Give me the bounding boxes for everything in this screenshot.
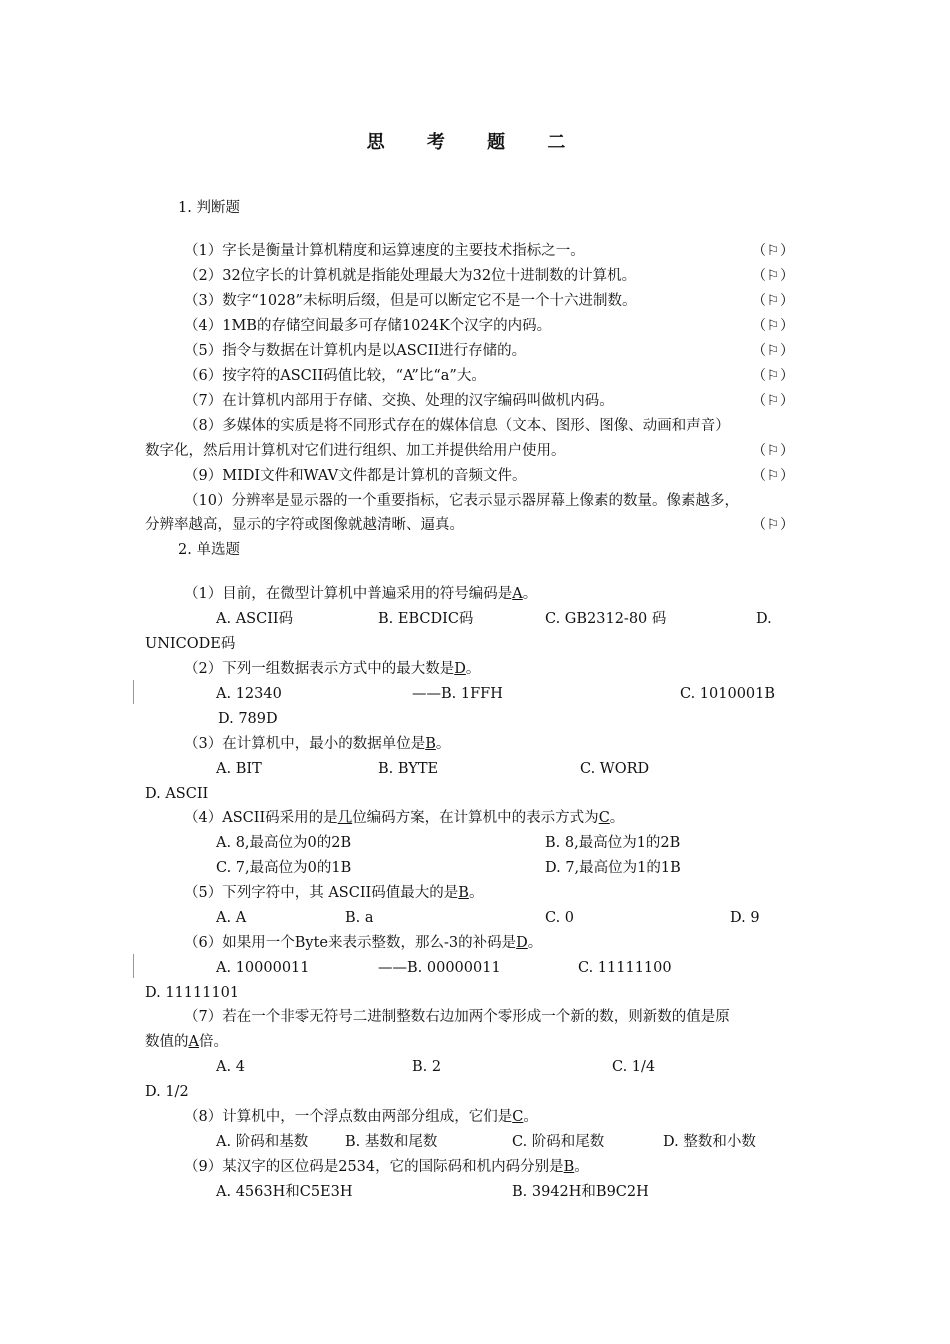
q6-option-a: A. 10000011 [216, 960, 310, 976]
answer-blank: D [454, 661, 466, 677]
q1-option-c: C. GB2312-80 码 [545, 611, 667, 627]
question-1: （1）目前，在微型计算机中普遍采用的符号编码是A。 [184, 586, 538, 602]
tf-answer-1: （⚐） [752, 243, 794, 259]
q3-option-a: A. BIT [216, 761, 262, 777]
tf-answer-6: （⚐） [752, 368, 794, 384]
answer-blank: C [598, 810, 610, 826]
question-3: （3）在计算机中，最小的数据单位是B。 [184, 736, 451, 752]
flag-icon: ⚐ [766, 318, 780, 334]
q9-option-a: A. 4563H和C5E3H [216, 1184, 353, 1200]
flag-icon: ⚐ [766, 468, 780, 484]
tf-item-2: （2）32位字长的计算机就是指能处理最大为32位十进制数的计算机。 [184, 268, 637, 284]
question-6: （6）如果用一个Byte来表示整数，那么-3的补码是D。 [184, 935, 543, 951]
tf-item-1: （1）字长是衡量计算机精度和运算速度的主要技术指标之一。 [184, 243, 585, 259]
q9-option-b: B. 3942H和B9C2H [512, 1184, 649, 1200]
q8-option-a: A. 阶码和基数 [216, 1134, 309, 1150]
question-2: （2）下列一组数据表示方式中的最大数是D。 [184, 661, 481, 677]
tf-item-6: （6）按字符的ASCII码值比较，“A”比“a”大。 [184, 368, 486, 384]
flag-icon: ⚐ [766, 268, 780, 284]
q1-option-d-text: UNICODE码 [145, 636, 236, 652]
document-title: 思 考 题 二 [366, 132, 584, 153]
margin-mark [133, 680, 134, 704]
question-4: （4）ASCII码采用的是几位编码方案，在计算机中的表示方式为C。 [184, 810, 625, 826]
answer-blank: B [458, 885, 469, 901]
flag-icon: ⚐ [766, 293, 780, 309]
tf-answer-10: （⚐） [752, 517, 794, 533]
tf-answer-7: （⚐） [752, 393, 794, 409]
q8-option-c: C. 阶码和尾数 [512, 1134, 605, 1150]
flag-icon: ⚐ [766, 368, 780, 384]
answer-blank: B [425, 736, 436, 752]
tf-item-5: （5）指令与数据在计算机内是以ASCII进行存储的。 [184, 343, 527, 359]
tf-answer-5: （⚐） [752, 343, 794, 359]
q4-option-a: A. 8,最高位为0的2B [216, 835, 352, 851]
q7-option-a: A. 4 [216, 1059, 245, 1075]
tf-item-10-cont: 分辨率越高，显示的字符或图像就越清晰、逼真。 [145, 517, 464, 533]
q7-option-d: D. 1/2 [145, 1084, 189, 1100]
q4-option-d: D. 7,最高位为1的1B [545, 860, 681, 876]
q4-option-b: B. 8,最高位为1的2B [545, 835, 681, 851]
section-heading-true-false: 1. 判断题 [178, 200, 240, 216]
flag-icon: ⚐ [766, 443, 780, 459]
answer-blank: D [516, 935, 528, 951]
flag-icon: ⚐ [766, 343, 780, 359]
answer-blank: A [512, 586, 523, 602]
tf-item-4: （4）1MB的存储空间最多可存储1024K个汉字的内码。 [184, 318, 552, 334]
flag-icon: ⚐ [766, 393, 780, 409]
tf-item-7: （7）在计算机内部用于存储、交换、处理的汉字编码叫做机内码。 [184, 393, 614, 409]
tf-answer-3: （⚐） [752, 293, 794, 309]
q3-option-b: B. BYTE [378, 761, 439, 777]
q5-option-d: D. 9 [730, 910, 760, 926]
q6-option-c: C. 11111100 [578, 960, 672, 976]
question-8: （8）计算机中，一个浮点数由两部分组成，它们是C。 [184, 1109, 538, 1125]
q3-option-c: C. WORD [580, 761, 650, 777]
tf-item-10: （10）分辨率是显示器的一个重要指标，它表示显示器屏幕上像素的数量。像素越多， [184, 493, 739, 509]
answer-blank: A [188, 1034, 199, 1050]
q8-option-d: D. 整数和小数 [663, 1134, 756, 1150]
section-heading-single-choice: 2. 单选题 [178, 542, 240, 558]
tf-answer-2: （⚐） [752, 268, 794, 284]
q2-option-a: A. 12340 [216, 686, 282, 702]
q6-option-d: D. 11111101 [145, 985, 240, 1001]
tf-item-9: （9）MIDI文件和WAV文件都是计算机的音频文件。 [184, 468, 527, 484]
tf-item-3: （3）数字“1028”未标明后缀，但是可以断定它不是一个十六进制数。 [184, 293, 637, 309]
q2-option-d: D. 789D [218, 711, 278, 727]
q7-option-c: C. 1/4 [612, 1059, 656, 1075]
tf-item-8: （8）多媒体的实质是将不同形式存在的媒体信息（文本、图形、图像、动画和声音） [184, 418, 730, 434]
tf-answer-9: （⚐） [752, 468, 794, 484]
question-7: （7）若在一个非零无符号二进制整数右边加两个零形成一个新的数，则新数的值是原 [184, 1009, 730, 1025]
q2-option-b: ——B. 1FFH [412, 686, 503, 702]
question-9: （9）某汉字的区位码是2534，它的国际码和机内码分别是B。 [184, 1159, 589, 1175]
answer-blank: B [563, 1159, 575, 1175]
flag-icon: ⚐ [766, 517, 780, 533]
q2-option-c: C. 1010001B [680, 686, 776, 702]
flag-icon: ⚐ [766, 243, 780, 259]
q1-option-a: A. ASCII码 [216, 611, 294, 627]
q6-option-b: ——B. 00000011 [378, 960, 501, 976]
q8-option-b: B. 基数和尾数 [345, 1134, 438, 1150]
question-7-cont: 数值的A倍。 [145, 1034, 228, 1050]
q5-option-a: A. A [216, 910, 247, 926]
tf-answer-4: （⚐） [752, 318, 794, 334]
q1-option-b: B. EBCDIC码 [378, 611, 474, 627]
margin-mark [133, 954, 134, 978]
q1-option-d: D. [756, 611, 772, 627]
tf-answer-8: （⚐） [752, 443, 794, 459]
q5-option-b: B. a [345, 910, 374, 926]
question-5: （5）下列字符中，其 ASCII码值最大的是B。 [184, 885, 484, 901]
q3-option-d: D. ASCII [145, 786, 209, 802]
q5-option-c: C. 0 [545, 910, 575, 926]
tf-item-8-cont: 数字化，然后用计算机对它们进行组织、加工并提供给用户使用。 [145, 443, 566, 459]
q4-option-c: C. 7,最高位为0的1B [216, 860, 352, 876]
q7-option-b: B. 2 [412, 1059, 442, 1075]
answer-blank: C [512, 1109, 524, 1125]
